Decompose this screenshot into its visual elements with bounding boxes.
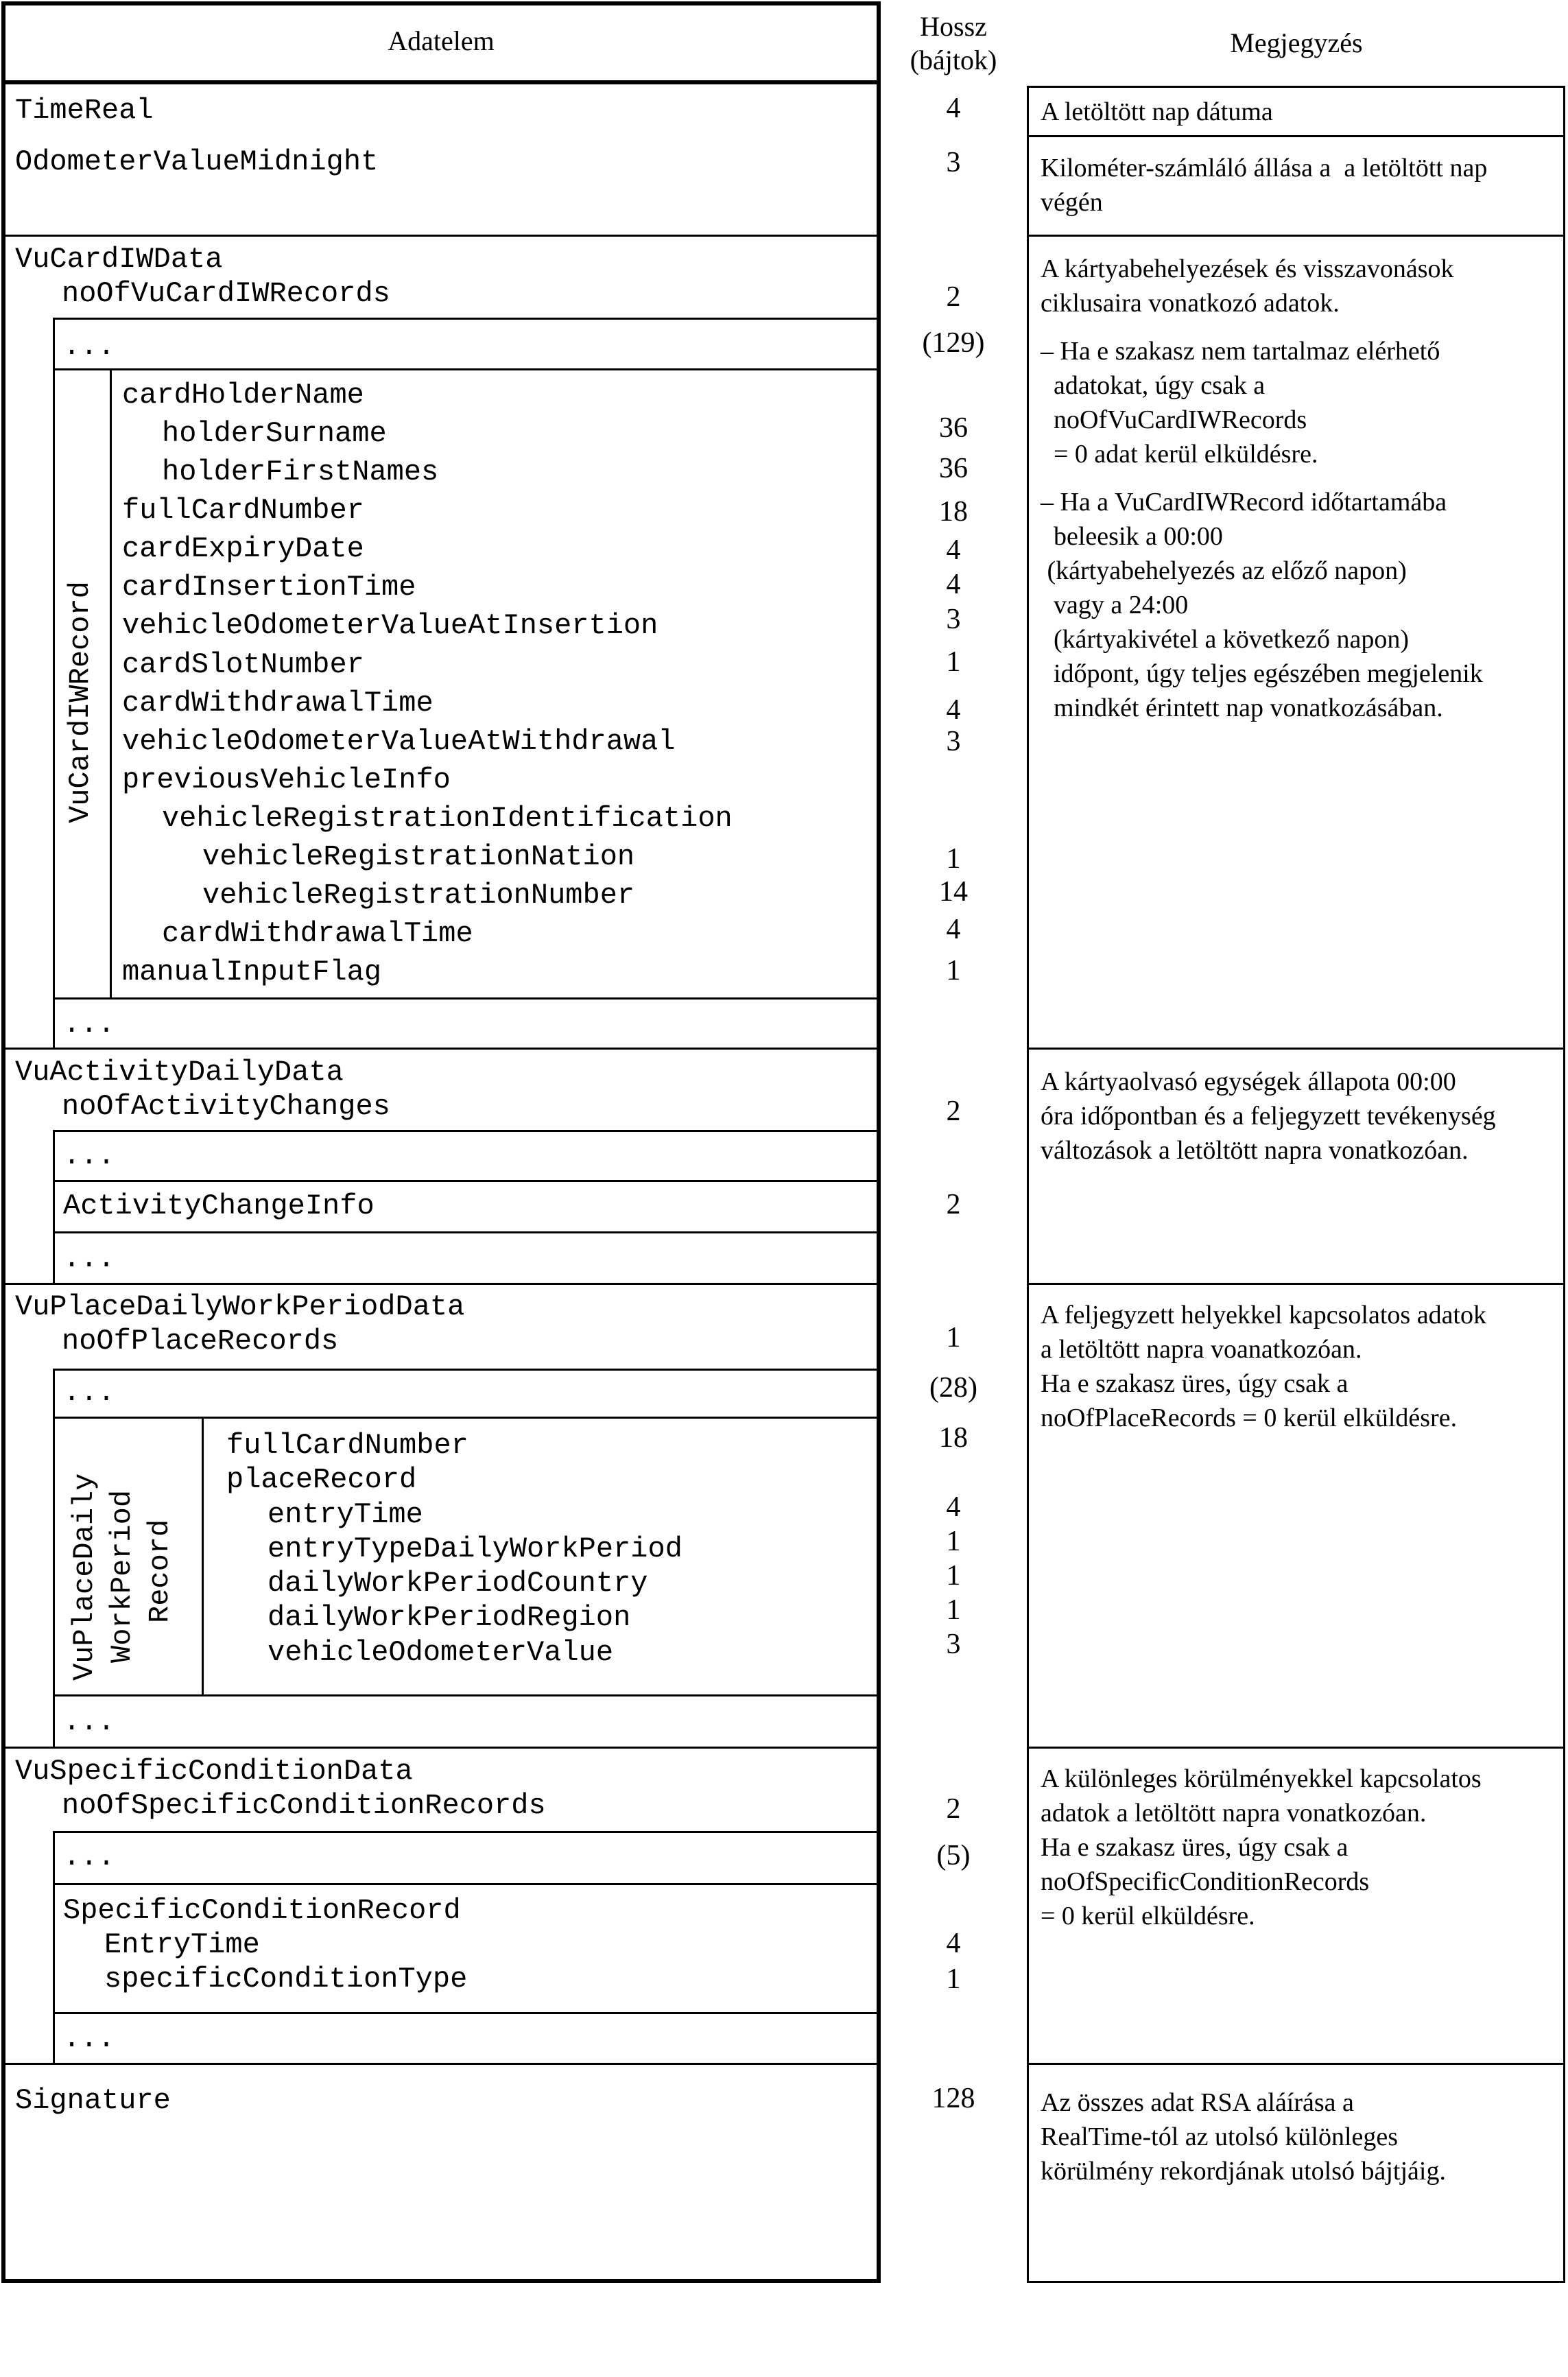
remark-divider — [1027, 1283, 1565, 1285]
note-line: noOfPlaceRecords = 0 kerül elküldésre. — [1041, 1404, 1458, 1432]
len-sc-entry-time: 4 — [946, 1928, 961, 1959]
iw-field-card-slot-number: cardSlotNumber — [122, 648, 364, 681]
header-remark: Megjegyzés — [1230, 27, 1363, 58]
note-line: Ha e szakasz üres, úgy csak a — [1041, 1369, 1349, 1398]
signature-name: Signature — [15, 2084, 171, 2117]
specific-condition-record-name: SpecificConditionRecord — [63, 1894, 461, 1927]
iw-record-label: VuCardIWRecord — [64, 581, 97, 823]
no-of-activity-changes-name: noOfActivityChanges — [62, 1090, 390, 1123]
note-line: időpont, úgy teljes egészében megjelenik — [1041, 659, 1483, 688]
act-ellipsis-bottom: ... — [63, 1242, 115, 1275]
iw-field-vehicle-registration-number: vehicleRegistrationNumber — [202, 879, 635, 912]
place-field-place-record: placeRecord — [226, 1463, 417, 1496]
note-line: – Ha a VuCardIWRecord időtartamába — [1041, 488, 1447, 517]
place-field-daily-work-period-country: dailyWorkPeriodCountry — [268, 1567, 648, 1600]
sc-record-bottom-border — [53, 2012, 881, 2014]
note-line: A különleges körülményekkel kapcsolatos — [1041, 1764, 1482, 1793]
no-of-vu-card-iw-records-name: noOfVuCardIWRecords — [62, 277, 390, 310]
len-activity-change-info: 2 — [946, 1189, 961, 1220]
sc-ellipsis-top: ... — [63, 1841, 115, 1873]
section-divider — [1, 2063, 881, 2065]
note-time-real-text: A letöltött nap dátuma — [1041, 97, 1273, 126]
iw-field-full-card-number: fullCardNumber — [122, 494, 364, 527]
section-divider — [1, 1283, 881, 1285]
len-odometer-midnight: 3 — [946, 147, 961, 178]
iw-field-card-holder-name: cardHolderName — [122, 379, 364, 412]
len-no-of-activity-changes: 2 — [946, 1096, 961, 1127]
note-line: Ha e szakasz üres, úgy csak a — [1041, 1833, 1349, 1862]
sc-nested-left-border — [53, 1831, 55, 2063]
len-card-withdrawal-time: 4 — [946, 694, 961, 726]
sc-nested-top-border — [53, 1831, 881, 1833]
len-no-of-place-records: 1 — [946, 1322, 961, 1353]
note-line: A kártyabehelyezések és visszavonások — [1041, 255, 1454, 283]
len-holder-first-names: 36 — [939, 453, 968, 484]
header-length-line1: Hossz — [920, 11, 987, 42]
note-line: RealTime-tól az utolsó különleges — [1041, 2122, 1399, 2151]
remark-divider — [1027, 235, 1565, 237]
iw-record-bottom-border — [53, 997, 881, 1000]
note-line: = 0 adat kerül elküldésre. — [1041, 440, 1318, 469]
len-vehicle-odometer-value: 3 — [946, 1629, 961, 1660]
len-full-card-number: 18 — [939, 496, 968, 528]
iw-ellipsis-bottom: ... — [63, 1008, 115, 1041]
note-line: A feljegyzett helyekkel kapcsolatos adatok — [1041, 1301, 1486, 1329]
iw-field-card-insertion-time: cardInsertionTime — [122, 571, 416, 604]
len-vehicle-registration-number: 14 — [939, 876, 968, 908]
no-of-place-records-name: noOfPlaceRecords — [62, 1325, 339, 1358]
section-divider — [1, 235, 881, 237]
note-specific — [1041, 1762, 1562, 1933]
section-divider — [1, 1747, 881, 1749]
iw-field-manual-input-flag: manualInputFlag — [122, 956, 382, 989]
len-odometer-at-insertion: 3 — [946, 604, 961, 635]
header-length-line2: (bájtok) — [910, 45, 997, 75]
sc-entry-time-name: EntryTime — [104, 1928, 260, 1961]
note-line: (kártyakivétel a következő napon) — [1041, 625, 1410, 654]
iw-field-card-withdrawal-time-prev: cardWithdrawalTime — [162, 917, 473, 950]
header-divider — [1, 80, 881, 84]
note-place — [1041, 1298, 1562, 1435]
act-record-top-border — [53, 1180, 881, 1182]
len-holder-surname: 36 — [939, 412, 968, 444]
len-card-insertion-time: 4 — [946, 569, 961, 600]
iw-field-holder-first-names: holderFirstNames — [162, 456, 439, 488]
note-line: noOfSpecificConditionRecords — [1041, 1867, 1370, 1896]
place-record-label-line1: VuPlaceDaily — [68, 1473, 101, 1681]
note-line: Az összes adat RSA aláírása a — [1041, 2088, 1354, 2117]
note-line: A kártyaolvasó egységek állapota 00:00 — [1041, 1067, 1456, 1096]
section-divider — [1, 1048, 881, 1050]
len-time-real: 4 — [946, 93, 961, 124]
vu-card-iw-data-name: VuCardIWData — [15, 243, 223, 276]
iw-record-label-divider — [110, 368, 112, 997]
iw-field-previous-vehicle-info: previousVehicleInfo — [122, 764, 451, 796]
act-nested-top-border — [53, 1130, 881, 1132]
note-line: adatok a letöltött napra vonatkozóan. — [1041, 1799, 1427, 1828]
len-odometer-at-withdrawal: 3 — [946, 726, 961, 757]
note-line: = 0 kerül elküldésre. — [1041, 1902, 1255, 1930]
sc-ellipsis-bottom: ... — [63, 2022, 115, 2055]
iw-field-card-withdrawal-time: cardWithdrawalTime — [122, 687, 433, 720]
note-line: óra időpontban és a feljegyzett tevékenység — [1041, 1102, 1496, 1131]
place-record-bottom-border — [53, 1694, 881, 1696]
place-record-label-line2: WorkPeriod — [106, 1489, 139, 1663]
len-sc-ellipsis-top: (5) — [936, 1840, 971, 1871]
place-field-daily-work-period-region: dailyWorkPeriodRegion — [268, 1601, 631, 1634]
note-line: (kártyabehelyezés az előző napon) — [1041, 556, 1407, 585]
note-line: mindkét érintett nap vonatkozásában. — [1041, 694, 1443, 722]
note-odometer — [1041, 151, 1562, 220]
len-place-entry-time: 4 — [946, 1491, 961, 1523]
len-place-ellipsis-top: (28) — [929, 1372, 977, 1404]
note-line: adatokat, úgy csak a — [1041, 371, 1266, 400]
place-nested-top-border — [53, 1369, 881, 1371]
note-line: vagy a 24:00 — [1041, 591, 1189, 619]
len-card-expiry-date: 4 — [946, 534, 961, 566]
note-iw — [1041, 252, 1562, 725]
vu-specific-condition-data-name: VuSpecificConditionData — [15, 1755, 413, 1788]
place-field-entry-type-daily-work-period: entryTypeDailyWorkPeriod — [268, 1533, 682, 1565]
len-card-withdrawal-time-prev: 4 — [946, 914, 961, 945]
place-record-top-border — [53, 1417, 881, 1419]
iw-field-odometer-at-insertion: vehicleOdometerValueAtInsertion — [122, 609, 658, 642]
len-daily-work-period-country: 1 — [946, 1560, 961, 1592]
sc-record-top-border — [53, 1883, 881, 1885]
act-ellipsis-top: ... — [63, 1139, 115, 1172]
place-field-entry-time: entryTime — [268, 1498, 423, 1531]
place-record-label-divider — [202, 1417, 204, 1694]
sc-specific-condition-type-name: specificConditionType — [104, 1963, 468, 1996]
activity-change-info-name: ActivityChangeInfo — [63, 1190, 375, 1222]
len-place-full-card-number: 18 — [939, 1422, 968, 1454]
note-line: ciklusaira vonatkozó adatok. — [1041, 289, 1340, 318]
len-entry-type-daily-work-period: 1 — [946, 1526, 961, 1557]
note-time-real — [1041, 95, 1562, 129]
time-real-name: TimeReal — [15, 94, 154, 127]
note-line: beleesik a 00:00 — [1041, 522, 1223, 551]
len-no-of-vu-card-iw-records: 2 — [946, 281, 961, 313]
iw-record-top-border — [53, 368, 881, 370]
note-odometer-line2: végén — [1041, 188, 1103, 217]
len-daily-work-period-region: 1 — [946, 1594, 961, 1626]
iw-nested-top-border — [53, 318, 881, 320]
note-line: változások a letöltött napra vonatkozóan. — [1041, 1136, 1469, 1165]
remark-divider — [1027, 1747, 1565, 1749]
len-manual-input-flag: 1 — [946, 955, 961, 986]
no-of-specific-condition-records-name: noOfSpecificConditionRecords — [62, 1789, 546, 1822]
place-field-full-card-number: fullCardNumber — [226, 1429, 468, 1462]
iw-field-holder-surname: holderSurname — [162, 417, 387, 450]
place-ellipsis-top: ... — [63, 1376, 115, 1409]
len-sc-specific-condition-type: 1 — [946, 1963, 961, 1995]
iw-nested-left-border — [53, 318, 55, 1048]
iw-field-odometer-at-withdrawal: vehicleOdometerValueAtWithdrawal — [122, 725, 676, 758]
vu-place-daily-work-period-data-name: VuPlaceDailyWorkPeriodData — [15, 1290, 465, 1323]
place-record-label-line3: Record — [143, 1519, 176, 1623]
act-nested-left-border — [53, 1130, 55, 1283]
note-signature — [1041, 2085, 1562, 2188]
note-line: noOfVuCardIWRecords — [1041, 405, 1307, 434]
iw-field-vehicle-registration-nation: vehicleRegistrationNation — [202, 840, 635, 873]
remark-divider — [1027, 2063, 1565, 2065]
act-record-bottom-border — [53, 1231, 881, 1233]
header-data-element: Adatelem — [388, 25, 495, 56]
len-no-of-specific-condition-records: 2 — [946, 1793, 961, 1825]
note-line: körülmény rekordjának utolsó bájtjáig. — [1041, 2157, 1446, 2186]
len-iw-ellipsis-top: (129) — [922, 327, 985, 359]
len-vehicle-registration-nation: 1 — [946, 843, 961, 875]
len-signature: 128 — [931, 2083, 975, 2114]
remark-divider — [1027, 1048, 1565, 1050]
iw-ellipsis-top: ... — [63, 330, 115, 363]
place-ellipsis-bottom: ... — [63, 1705, 115, 1738]
iw-field-vehicle-registration-identification: vehicleRegistrationIdentification — [162, 802, 733, 835]
note-line: a letöltött napra voanatkozóan. — [1041, 1335, 1362, 1364]
note-odometer-line1: Kilométer-számláló állása a a letöltött nap — [1041, 154, 1488, 182]
odometer-midnight-name: OdometerValueMidnight — [15, 145, 379, 178]
vu-activity-daily-data-name: VuActivityDailyData — [15, 1056, 344, 1089]
iw-field-card-expiry-date: cardExpiryDate — [122, 532, 364, 565]
len-card-slot-number: 1 — [946, 646, 961, 678]
note-activity — [1041, 1065, 1562, 1168]
remark-divider — [1027, 135, 1565, 137]
place-field-vehicle-odometer-value: vehicleOdometerValue — [268, 1636, 614, 1669]
note-line: – Ha e szakasz nem tartalmaz elérhető — [1041, 337, 1440, 366]
place-nested-left-border — [53, 1369, 55, 1747]
